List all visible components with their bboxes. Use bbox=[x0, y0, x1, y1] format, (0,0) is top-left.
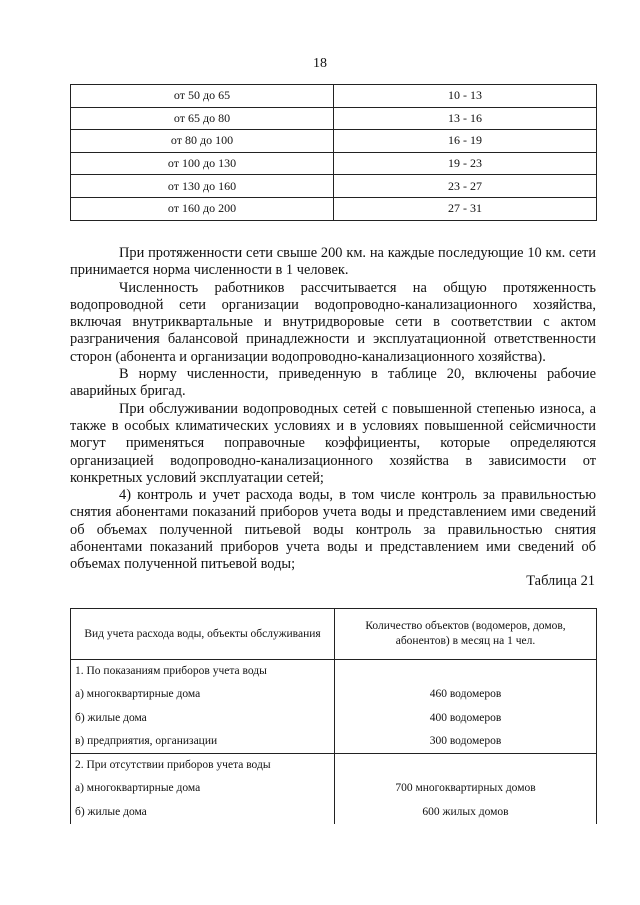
group-labels-cell bbox=[71, 660, 335, 754]
table-caption: Таблица 21 bbox=[526, 573, 595, 589]
page-number: 18 bbox=[313, 56, 327, 71]
staff-norm-cell: 10 - 13 bbox=[334, 85, 597, 108]
paragraph-correction-factors: При обслуживании водопроводных сетей с повышенной степенью износа, а также в особых климатических условиях и в условиях повышенной сейсмичности могут применяться поправочные коэффициенты, которые определяются организацией водопроводно-канализационного хозяйства в зависимости от конкретных условий эксплуатации сетей; bbox=[70, 400, 596, 486]
group-labels-cell bbox=[71, 754, 335, 824]
network-length-cell: от 130 до 160 bbox=[71, 175, 334, 198]
group-values-cell bbox=[335, 660, 597, 754]
table-row bbox=[71, 107, 597, 130]
column-header-object-count: Количество объектов (водомеров, домов, абонентов) в месяц на 1 чел. bbox=[335, 609, 597, 660]
body-text bbox=[70, 245, 596, 574]
staff-norm-cell: 23 - 27 bbox=[334, 175, 597, 198]
table-group-row bbox=[71, 754, 597, 824]
item-label: б) жилые дома bbox=[75, 711, 147, 724]
item-value: 300 водомеров bbox=[429, 734, 502, 747]
item-label: в) предприятия, организации bbox=[75, 734, 218, 747]
staff-norm-cell: 16 - 19 bbox=[334, 130, 597, 153]
paragraph-network-length: При протяженности сети свыше 200 км. на каждые последующие 10 км. сети принимается норма численности в 1 человек. bbox=[70, 245, 596, 279]
staffing-norms-table bbox=[70, 84, 597, 221]
group-title: 1. По показаниям приборов учета воды bbox=[75, 665, 267, 677]
paragraph-emergency-crews: В норму численности, приведенную в таблице 20, включены рабочие аварийных бригад. bbox=[70, 366, 596, 400]
item-label: а) многоквартирные дома bbox=[75, 782, 201, 795]
network-length-cell: от 65 до 80 bbox=[71, 107, 334, 130]
group-title: 2. При отсутствии приборов учета воды bbox=[75, 759, 271, 772]
table-row bbox=[71, 130, 597, 153]
table-group-row bbox=[71, 660, 597, 754]
staff-norm-cell: 27 - 31 bbox=[334, 197, 597, 220]
paragraph-staff-count: Численность работников рассчитывается на общую протяженность водопроводной сети организации водопроводно-канализационного хозяйства, включая внутриквартальные и внутридворовые сети в соответствии с актом разграничения балансовой принадлежности и эксплуатационной ответственности сторон (абонента и организации водопроводно-канализационного хозяйства). bbox=[70, 279, 596, 365]
item-value: 400 водомеров bbox=[429, 711, 502, 724]
network-length-cell: от 80 до 100 bbox=[71, 130, 334, 153]
item-label: а) многоквартирные дома bbox=[75, 688, 201, 701]
table-row bbox=[71, 152, 597, 175]
table-header-row bbox=[71, 609, 597, 660]
table-row bbox=[71, 197, 597, 220]
water-metering-table bbox=[70, 608, 597, 824]
table-row bbox=[71, 175, 597, 198]
staff-norm-cell: 19 - 23 bbox=[334, 152, 597, 175]
staff-norm-cell: 13 - 16 bbox=[334, 107, 597, 130]
paragraph-water-metering: 4) контроль и учет расхода воды, в том числе контроль за правильностью снятия абонентами показаний приборов учета воды и представлением ими сведений об объемах полученной питьевой воды контроль за правильностью снятия абонентами показаний приборов учета воды и представлением ими сведений об объемах полученной питьевой воды; bbox=[70, 487, 596, 573]
column-header-metering-type: Вид учета расхода воды, объекты обслуживания bbox=[71, 609, 335, 660]
item-value: 460 водомеров bbox=[429, 688, 502, 701]
network-length-cell: от 50 до 65 bbox=[71, 85, 334, 108]
item-value: 600 жилых домов bbox=[422, 805, 509, 818]
group-values-cell bbox=[335, 754, 597, 824]
item-value: 700 многоквартирных домов bbox=[395, 782, 536, 795]
network-length-cell: от 160 до 200 bbox=[71, 197, 334, 220]
item-label: б) жилые дома bbox=[75, 805, 147, 818]
table-row bbox=[71, 85, 597, 108]
network-length-cell: от 100 до 130 bbox=[71, 152, 334, 175]
